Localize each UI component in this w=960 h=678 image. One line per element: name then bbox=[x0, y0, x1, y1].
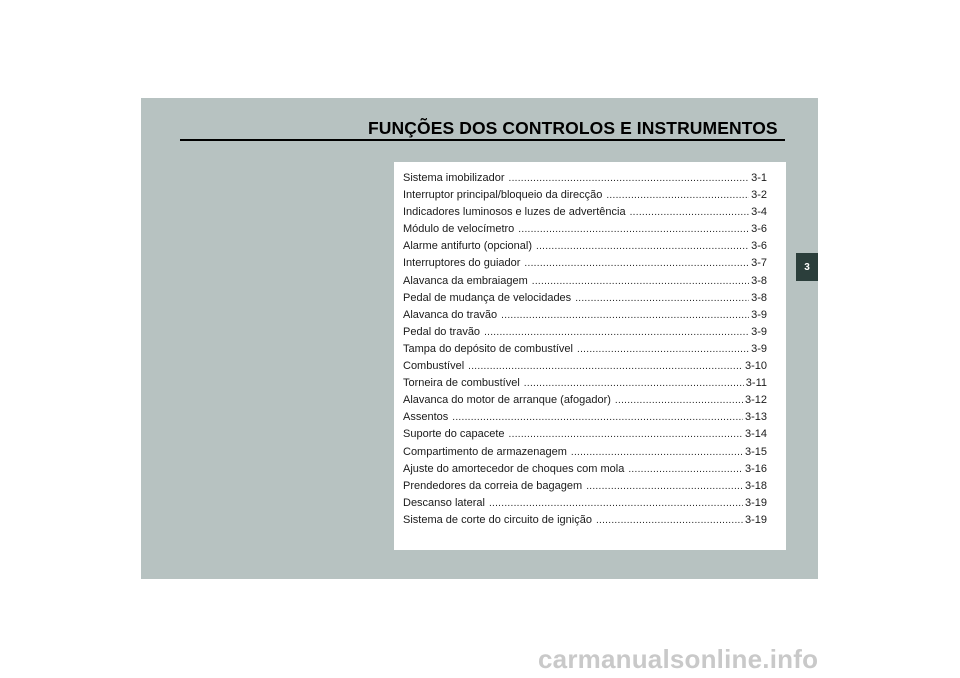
toc-entry-title: Interruptor principal/bloqueio da direcção bbox=[403, 189, 603, 202]
toc-entry[interactable] bbox=[403, 377, 767, 394]
toc-entry-title: Pedal do travão bbox=[403, 325, 481, 338]
toc-leader-dots bbox=[468, 361, 743, 372]
toc-entry-title: Descanso lateral bbox=[403, 496, 485, 509]
toc-entry-title: Prendedores da correia de bagagem bbox=[403, 479, 583, 492]
table-of-contents bbox=[403, 172, 767, 531]
toc-entry-page: 3-16 bbox=[744, 462, 767, 475]
toc-entry[interactable] bbox=[403, 343, 767, 360]
toc-entry-page: 3-9 bbox=[751, 308, 767, 321]
toc-entry-title: Alavanca da embraiagem bbox=[403, 274, 528, 287]
toc-entry-page: 3-4 bbox=[751, 206, 767, 219]
toc-entry-title: Suporte do capacete bbox=[403, 428, 505, 441]
toc-entry[interactable] bbox=[403, 326, 767, 343]
toc-leader-dots bbox=[575, 293, 749, 304]
toc-entry-page: 3-1 bbox=[751, 172, 767, 184]
toc-entry-page: 3-11 bbox=[745, 377, 767, 390]
toc-entry-page: 3-15 bbox=[744, 445, 767, 458]
toc-entry[interactable] bbox=[403, 309, 767, 326]
toc-entry[interactable] bbox=[403, 206, 767, 223]
toc-entry-title: Alavanca do motor de arranque (afogador) bbox=[403, 394, 611, 407]
toc-leader-dots bbox=[524, 258, 749, 269]
toc-entry-title: Interruptores do guiador bbox=[403, 257, 521, 270]
toc-leader-dots bbox=[489, 498, 743, 509]
toc-leader-dots bbox=[606, 190, 749, 201]
title-underline bbox=[180, 139, 785, 141]
toc-leader-dots bbox=[484, 327, 749, 338]
toc-entry-page: 3-2 bbox=[751, 189, 767, 202]
toc-entry[interactable] bbox=[403, 497, 767, 514]
toc-leader-dots bbox=[615, 395, 743, 406]
toc-entry[interactable] bbox=[403, 514, 767, 531]
toc-leader-dots bbox=[586, 481, 743, 492]
toc-entry-title: Assentos bbox=[403, 411, 449, 424]
toc-entry[interactable] bbox=[403, 480, 767, 497]
toc-leader-dots bbox=[571, 447, 743, 458]
toc-entry-page: 3-10 bbox=[744, 360, 767, 373]
toc-entry-title: Compartimento de armazenagem bbox=[403, 445, 567, 458]
toc-entry-page: 3-6 bbox=[751, 240, 767, 253]
toc-leader-dots bbox=[452, 412, 743, 423]
toc-entry[interactable] bbox=[403, 428, 767, 445]
toc-entry[interactable] bbox=[403, 189, 767, 206]
toc-leader-dots bbox=[532, 276, 749, 287]
toc-entry-page: 3-18 bbox=[744, 479, 767, 492]
toc-entry-page: 3-14 bbox=[744, 428, 767, 441]
toc-entry-page: 3-12 bbox=[744, 394, 767, 407]
toc-entry-title: Torneira de combustível bbox=[403, 377, 520, 390]
toc-leader-dots bbox=[536, 241, 749, 252]
toc-entry-page: 3-8 bbox=[751, 291, 767, 304]
chapter-tab[interactable]: 3 bbox=[796, 253, 818, 281]
toc-entry-page: 3-19 bbox=[744, 496, 767, 509]
toc-entry[interactable] bbox=[403, 172, 767, 189]
toc-leader-dots bbox=[630, 207, 750, 218]
watermark: carmanualsonline.info bbox=[538, 644, 819, 674]
toc-entry[interactable] bbox=[403, 411, 767, 428]
toc-leader-dots bbox=[596, 515, 743, 526]
toc-entry-title: Tampa do depósito de combustível bbox=[403, 342, 573, 355]
toc-leader-dots bbox=[577, 344, 749, 355]
page-title: FUNÇÕES DOS CONTROLOS E INSTRUMENTOS bbox=[368, 118, 778, 138]
toc-entry[interactable] bbox=[403, 360, 767, 377]
toc-entry[interactable] bbox=[403, 240, 767, 257]
toc-entry-title: Módulo de velocímetro bbox=[403, 223, 515, 236]
toc-leader-dots bbox=[518, 224, 749, 235]
toc-entry[interactable] bbox=[403, 446, 767, 463]
toc-entry-page: 3-19 bbox=[744, 513, 767, 526]
toc-entry-title: Pedal de mudança de velocidades bbox=[403, 291, 572, 304]
toc-entry-title: Combustível bbox=[403, 360, 465, 373]
toc-entry[interactable] bbox=[403, 223, 767, 240]
toc-entry-title: Alavanca do travão bbox=[403, 308, 498, 321]
toc-entry-title: Alarme antifurto (opcional) bbox=[403, 240, 533, 253]
toc-leader-dots bbox=[628, 464, 743, 475]
toc-entry[interactable] bbox=[403, 275, 767, 292]
toc-entry-page: 3-8 bbox=[751, 274, 767, 287]
toc-entry[interactable] bbox=[403, 463, 767, 480]
toc-entry[interactable] bbox=[403, 257, 767, 274]
toc-entry-page: 3-9 bbox=[751, 342, 767, 355]
toc-leader-dots bbox=[509, 429, 743, 440]
toc-entry-title: Ajuste do amortecedor de choques com mola bbox=[403, 462, 625, 475]
toc-entry-title: Sistema imobilizador bbox=[403, 172, 505, 184]
toc-leader-dots bbox=[524, 378, 744, 389]
toc-leader-dots bbox=[501, 310, 749, 321]
toc-entry-title: Indicadores luminosos e luzes de advertência bbox=[403, 206, 626, 219]
toc-leader-dots bbox=[508, 173, 749, 184]
toc-entry-page: 3-6 bbox=[751, 223, 767, 236]
toc-entry-page: 3-7 bbox=[751, 257, 767, 270]
toc-entry-page: 3-13 bbox=[744, 411, 767, 424]
toc-entry-title: Sistema de corte do circuito de ignição bbox=[403, 513, 592, 526]
toc-entry-page: 3-9 bbox=[751, 325, 767, 338]
toc-entry[interactable] bbox=[403, 394, 767, 411]
toc-entry[interactable] bbox=[403, 292, 767, 309]
